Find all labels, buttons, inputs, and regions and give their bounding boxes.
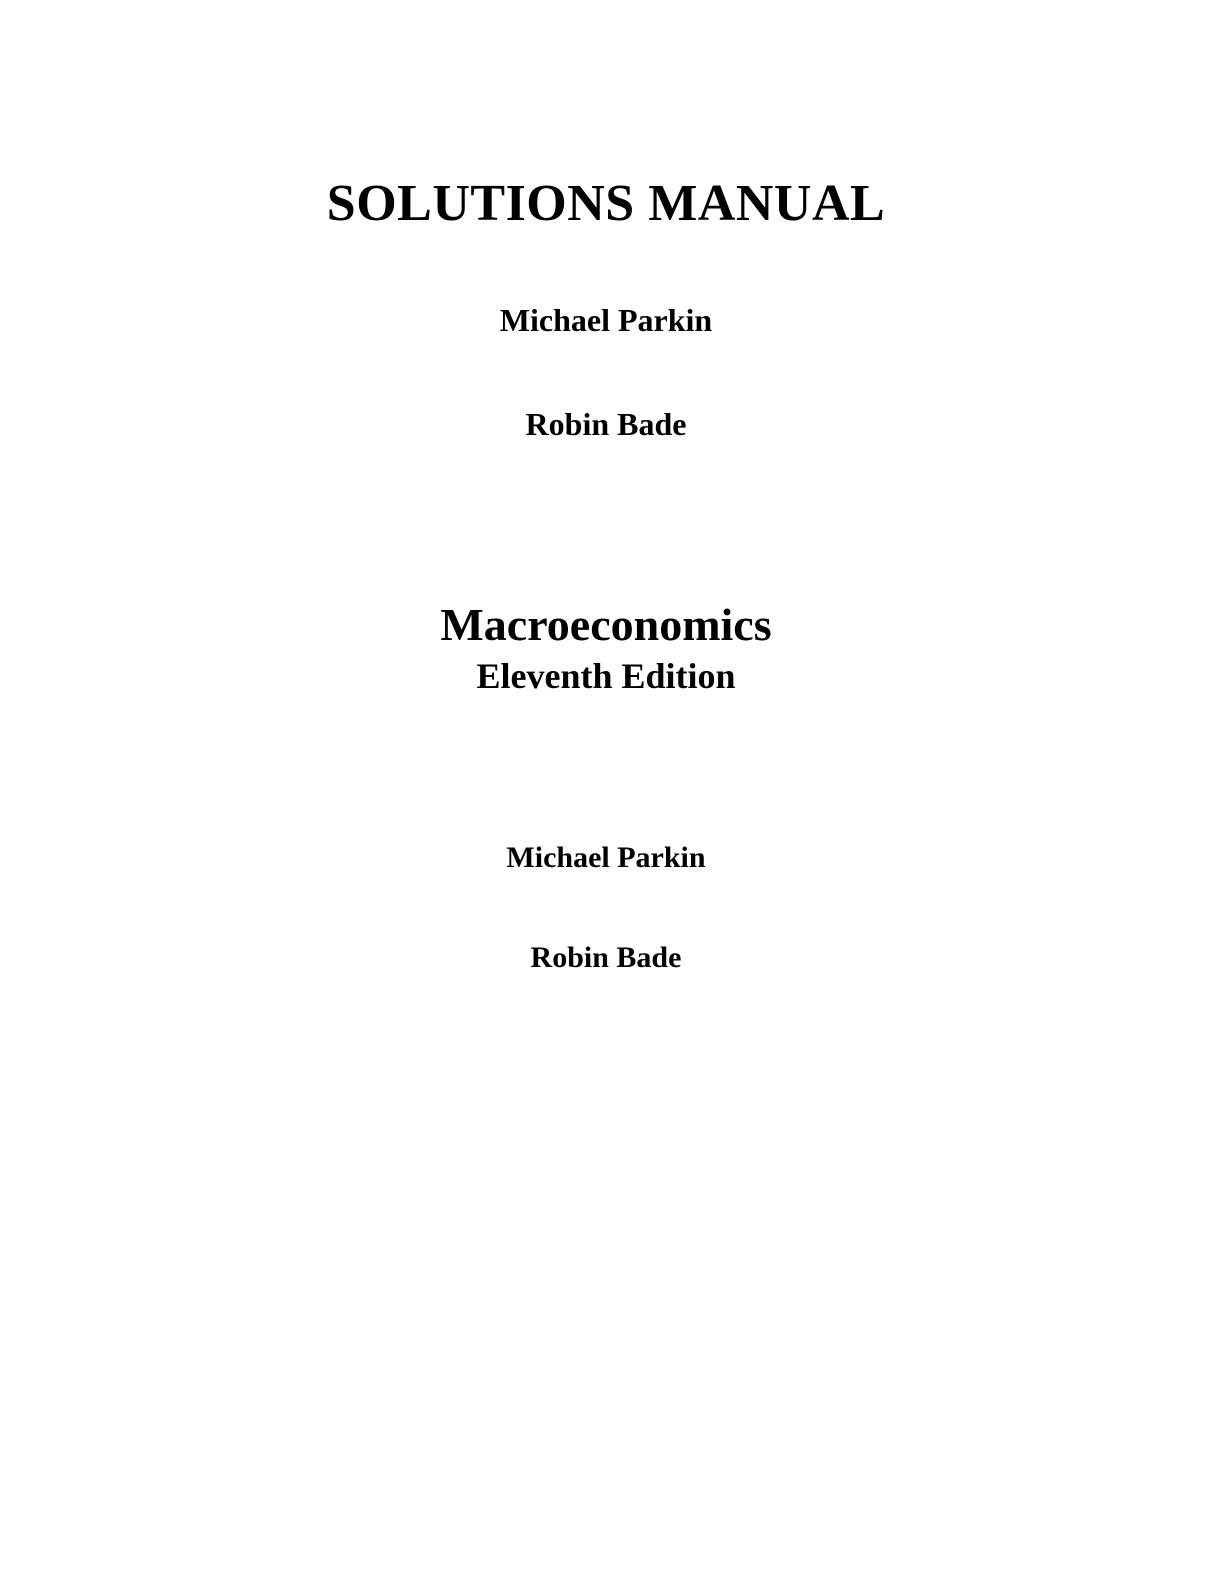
author-name: Michael Parkin <box>499 302 713 338</box>
manual-title: SOLUTIONS MANUAL <box>326 175 886 232</box>
author-name: Robin Bade <box>530 941 682 974</box>
author-name: Michael Parkin <box>506 841 706 874</box>
edition-label: Eleventh Edition <box>476 656 736 696</box>
book-title: Macroeconomics <box>440 599 772 650</box>
author-name: Robin Bade <box>525 406 687 442</box>
